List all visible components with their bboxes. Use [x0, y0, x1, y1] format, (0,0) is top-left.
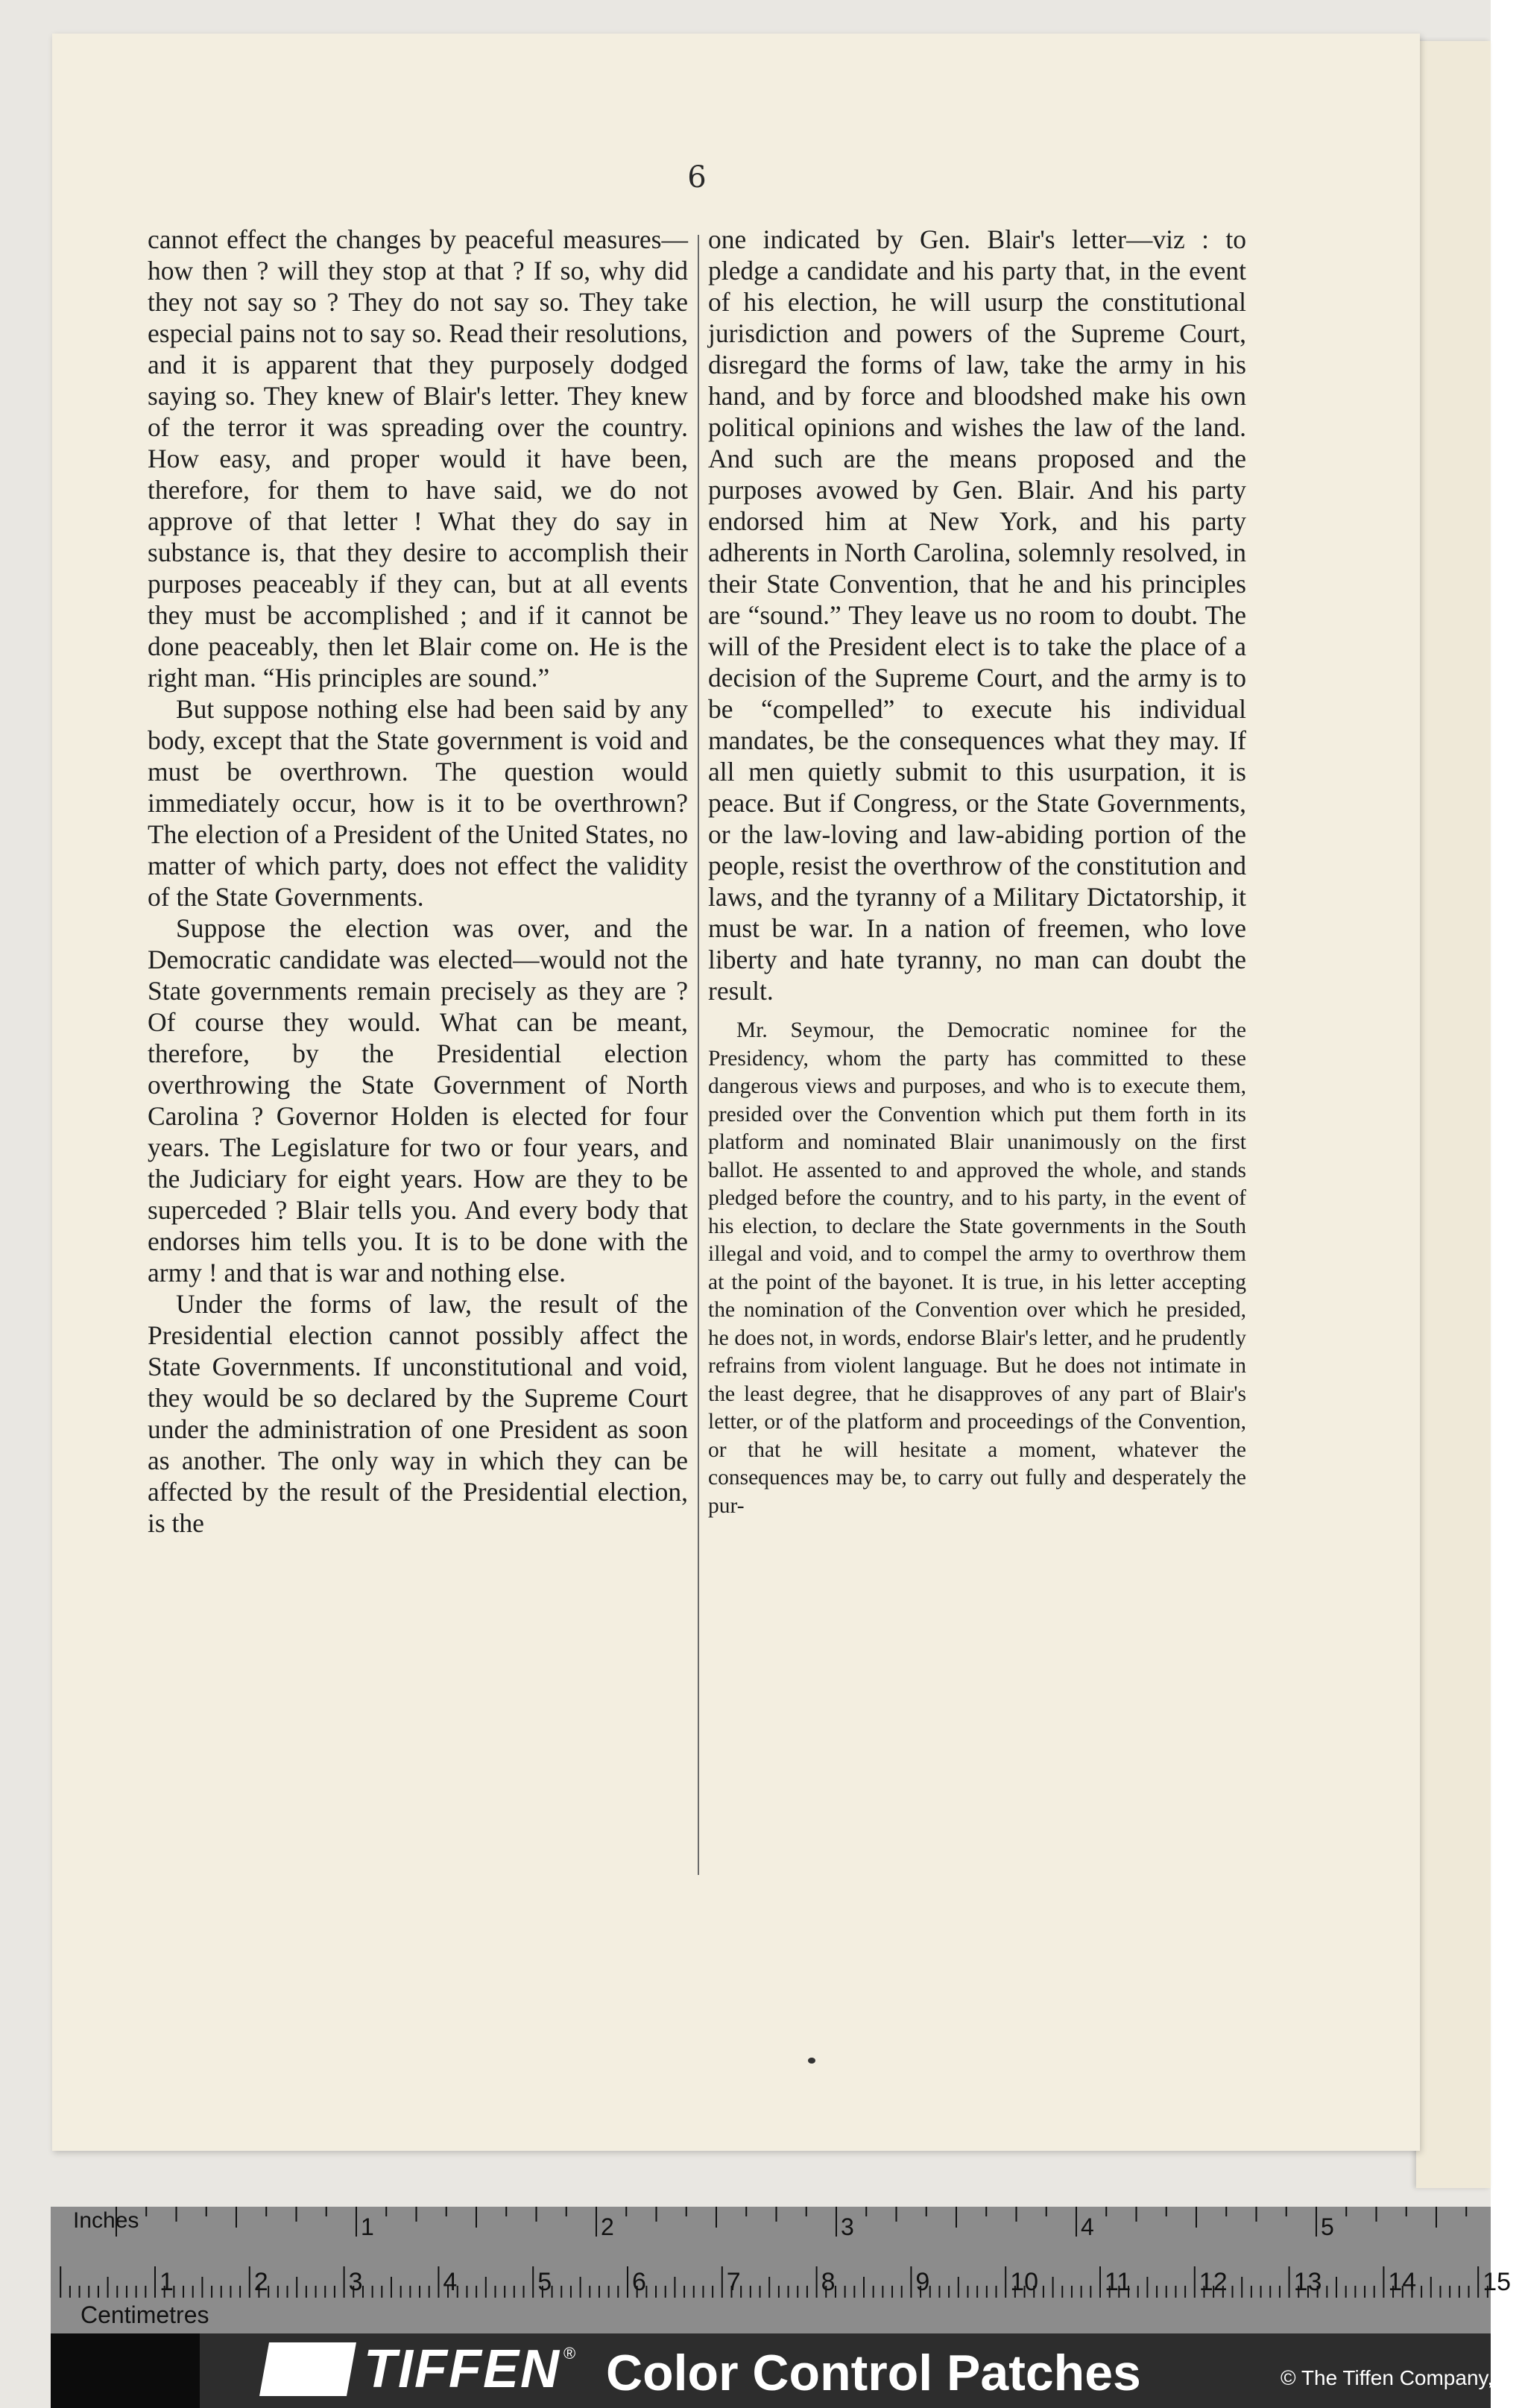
inch-number: 5: [1321, 2213, 1334, 2240]
left-paragraph-2: But suppose nothing else had been said by any body, except that the State government is void and must be overthrown. The question would immediately occur, how is it to be overthrown? The election of a President of the United States, no matter of which party, does not effect the validity of the State Governments.: [148, 694, 688, 912]
inch-number: 2: [601, 2213, 614, 2240]
ruler-strip: [51, 2207, 1512, 2298]
left-paragraph-4: Under the forms of law, the result of the Presidential election cannot possibly affect the State Governments. If unconstitutional and void, they would be so declared by the Supreme Court under the administration of one President as soon as another. The only way in which they can be affected by the result of the Presidential election, is the: [148, 1289, 688, 1538]
tiffen-logo: [259, 2339, 575, 2399]
scale-ruler: [51, 2207, 1522, 2408]
cm-number: 11: [1105, 2268, 1131, 2296]
cm-number: 4: [443, 2268, 458, 2296]
color-bar-title: Color Control Patches: [606, 2345, 1141, 2401]
inch-number: 1: [361, 2213, 374, 2240]
logo-white-shape: [259, 2342, 356, 2396]
cm-number: 7: [726, 2268, 741, 2296]
inch-number: 4: [1081, 2213, 1094, 2240]
cm-number: 8: [821, 2268, 836, 2296]
color-bar-copyright: © The Tiffen Company, 20: [1281, 2366, 1522, 2389]
cm-number: 3: [348, 2268, 363, 2296]
cm-number: 9: [915, 2268, 930, 2296]
cm-number: 6: [632, 2268, 646, 2296]
left-paragraph-1: cannot effect the changes by peaceful measures—how then ? will they stop at that ? If so, why did they not say so ? They do not say so. They take especial pains not to say so. Read their resolutions, and it is apparent that they purposely dodged saying so. They knew of Blair's letter. They knew of the terror it was spreading over the country. How easy, and proper would it have been, therefore, for them to have said, we do not approve of that letter ! What they do say in substance is, that they desire to accomplish their purposes peaceably if they can, but at all events they must be accomplished ; and if it cannot be done peaceably, then let Blair come on. He is the right man. “His principles are sound.”: [148, 224, 688, 693]
centimetres-label: Centimetres: [76, 2300, 214, 2330]
inches-label: Inches: [73, 2208, 139, 2233]
cm-number: 10: [1010, 2268, 1039, 2296]
registered-mark: ®: [563, 2344, 576, 2363]
ink-speck: [808, 2058, 815, 2064]
cm-number: 15: [1482, 2268, 1512, 2296]
cm-number: 13: [1293, 2268, 1322, 2296]
ruler-cm-band: [51, 2298, 1491, 2333]
next-page-edge: [1416, 41, 1491, 2188]
column-divider: [698, 235, 699, 1875]
black-patch: [51, 2333, 200, 2408]
cm-number: 2: [253, 2268, 268, 2296]
ruler-ticks: [51, 2207, 1512, 2298]
logo-text: TIFFEN: [364, 2339, 561, 2399]
color-control-bar: [51, 2333, 1522, 2408]
cm-number: 5: [537, 2268, 552, 2296]
left-column: [148, 224, 688, 1539]
cm-number: 1: [160, 2268, 174, 2296]
page-number: 6: [687, 160, 707, 195]
inch-number: 3: [841, 2213, 854, 2240]
cm-number: 12: [1199, 2268, 1228, 2296]
left-paragraph-3: Suppose the election was over, and the Democratic candidate was elected—would not the State governments remain precisely as they are ? Of course they would. What can be meant, therefore, by the Presidential election overthrowing the State Government of North Carolina ? Governor Holden is elected for four years. The Legislature for two or four years, and the Judiciary for eight years. How are they to be superceded ? Blair tells you. And every body that endorses him tells you. It is to be done with the army ! and that is war and nothing else.: [148, 913, 688, 1287]
right-paragraph-small: Mr. Seymour, the Democratic nominee for the Presidency, whom the party has committed to these dangerous views and purposes, and who is to execute them, presided over the Convention which put them forth in its platform and nominated Blair unanimously on the first ballot. He assented to and approved the whole, and stands pledged before the country, and to his party, in the event of his election, to declare the State governments in the South illegal and void, and to compel the army to overthrow them at the point of the bayonet. It is true, in his letter accepting the nomination of the Convention over which he presided, he does not, in words, endorse Blair's letter, and he prudently refrains from violent language. But he does not intimate in the least degree, that he disapproves of any part of Blair's letter, or of the platform and proceedings of the Convention, or that he will hesitate a moment, whatever the consequences may be, to carry out fully and desperately the pur-: [708, 1018, 1246, 1518]
cm-number: 14: [1388, 2268, 1417, 2296]
right-paragraph-1: one indicated by Gen. Blair's letter—viz : to pledge a candidate and his party that, in the event of his election, he will usurp the constitutional jurisdiction and powers of the Supreme Court, disregard the forms of law, take the army in his hand, and by force and bloodshed make his own political opinions and wishes the law of the land. And such are the means proposed and the purposes avowed by Gen. Blair. And his party endorsed him at New York, and his party adherents in North Carolina, solemnly resolved, in their State Convention, that he and his principles are “sound.” They leave us no room to doubt. The will of the President elect is to take the place of a decision of the Supreme Court, and the army is to be “compelled” to execute his individual mandates, be the consequences what they may. If all men quietly submit to this usurpation, it is peace. But if Congress, or the State Governments, or the law-loving and law-abiding portion of the people, resist the overthrow of the constitution and laws, and the tyranny of a Military Dictatorship, it must be war. In a nation of freemen, who love liberty and hate tyranny, no man can doubt the result.: [708, 224, 1246, 1006]
right-column: [708, 224, 1246, 1520]
